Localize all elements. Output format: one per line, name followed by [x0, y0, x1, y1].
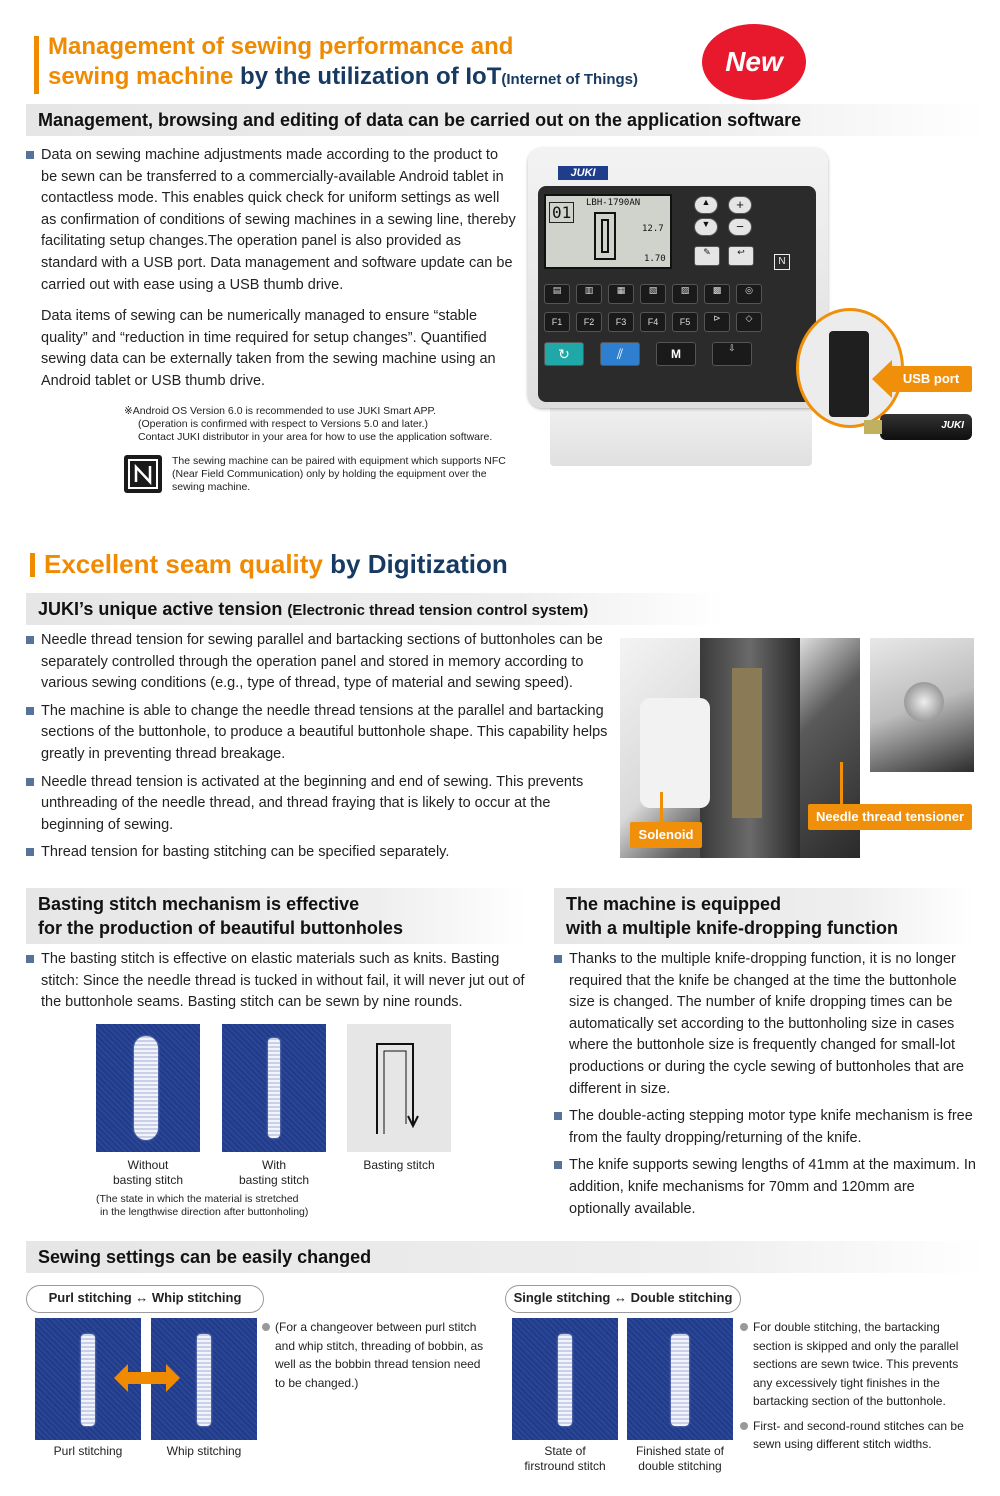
without-basting-photo — [96, 1024, 200, 1152]
panel-brand: JUKI — [558, 166, 608, 180]
panel-winder-button[interactable]: ⇩ — [712, 342, 752, 366]
iot-title-rest: by the utilization of IoT — [233, 63, 502, 90]
basting-stretch-note — [96, 1193, 356, 1219]
lcd-pattern-no: 01 — [549, 202, 574, 223]
panel-counter-key[interactable]: ⊳ — [704, 312, 730, 332]
seam-bullets — [26, 630, 612, 864]
knife-head-1: The machine is equipped — [566, 894, 782, 914]
panel-nfc-mark: N — [774, 254, 790, 270]
caption-double-2: double stitching — [638, 1459, 722, 1473]
basting-body — [26, 949, 526, 1014]
caption-without-basting-2: basting stitch — [112, 1173, 184, 1187]
seam-subhead-paren: (Electronic thread tension control system) — [287, 602, 589, 619]
caption-basting-stitch: Basting stitch — [363, 1158, 435, 1172]
double-stitching-photo — [627, 1318, 733, 1440]
knife-head-2: with a multiple knife-dropping function — [566, 918, 898, 938]
panel-mode-key-5[interactable]: ▨ — [672, 284, 698, 304]
panel-m-button[interactable]: M — [656, 342, 696, 366]
nfc-note: The sewing machine can be paired with equipment which supports NFC (Near Field Communication) only by holding the equipment over the sewing machine. — [172, 455, 506, 493]
caption-double — [620, 1444, 740, 1474]
seam-title-rest: by Digitization — [322, 549, 508, 579]
caption-with-basting — [216, 1158, 332, 1188]
basting-note-2: in the lengthwise direction after buttonholing) — [100, 1206, 309, 1218]
panel-face — [538, 186, 816, 402]
solenoid-label: Solenoid — [630, 822, 702, 848]
panel-mode-key-1[interactable]: ▤ — [544, 284, 570, 304]
purl-whip-note: (For a changeover between purl stitch and whip stitch, threading of bobbin, as well as the bobbin thread tension need to be changed.) — [262, 1318, 492, 1392]
basting-head-2: for the production of beautiful buttonholes — [38, 918, 403, 938]
iot-note-3: Contact JUKI distributor in your area for how to use the application software. — [138, 431, 493, 443]
first-round-stitch-photo — [512, 1318, 618, 1440]
seam-bullet-4: Thread tension for basting stitching can be specified separately. — [26, 842, 612, 864]
nfc-icon — [124, 455, 162, 493]
basting-note-1: (The state in which the material is stretched — [96, 1193, 299, 1205]
double-note-1: For double stitching, the bartacking section is skipped and only the parallel sections are sewn twice. This prevents any excessively tight finishes in the bartacking section of the buttonhole. — [740, 1318, 976, 1411]
purl-whip-pill: Purl stitching ↔ Whip stitching — [26, 1285, 264, 1313]
panel-count-key[interactable]: ◇ — [736, 312, 762, 332]
panel-ready-button[interactable]: ↻ — [544, 342, 584, 366]
usb-callout-arrow — [872, 360, 892, 398]
caption-with-basting-2: basting stitch — [238, 1173, 310, 1187]
panel-plus-button[interactable]: + — [728, 196, 752, 214]
seam-subhead-main: JUKI’s unique active tension — [38, 599, 283, 619]
basting-text: The basting stitch is effective on elastic materials such as knits. Basting stitch: Since the needle thread is tucked in without fail, it will never jut out of the buttonhole seams. Basting stitch can be sewn by nine rounds. — [26, 949, 526, 1014]
caption-whip: Whip stitching — [166, 1444, 242, 1458]
usb-thumb-drive — [880, 414, 972, 440]
tensioner-closeup-photo — [870, 638, 974, 772]
seam-title — [44, 549, 744, 579]
section-accent-bar — [34, 36, 39, 94]
knife-subhead — [554, 888, 974, 944]
section-accent-bar-2 — [30, 553, 35, 577]
solenoid-arrow — [660, 792, 663, 822]
panel-up-button[interactable]: ▲ — [694, 196, 718, 214]
panel-down-button[interactable]: ▼ — [694, 218, 718, 236]
iot-title-paren: (Internet of Things) — [501, 71, 639, 88]
panel-f2-key[interactable]: F2 — [576, 312, 602, 332]
knife-bullet-1: Thanks to the multiple knife-dropping function, it is no longer required that the knife be changed at the time the buttonhole size is changed. The number of knife dropping times can be automatically set according to the buttonholing size in cases where the buttonhole size is frequently changed for small-lot productions or during the cycle sewing of buttonholes that are different in size. — [554, 949, 978, 1100]
iot-subhead: Management, browsing and editing of data can be carried out on the application software — [26, 104, 986, 136]
caption-first-round-1: State of — [544, 1444, 586, 1458]
basting-head-1: Basting stitch mechanism is effective — [38, 894, 360, 914]
caption-first-round — [505, 1444, 625, 1474]
iot-title — [48, 32, 728, 95]
seam-bullet-2: The machine is able to change the needle thread tensions at the parallel and bartacking sections of the buttonhole, to produce a beautiful buttonhole shape. This capability helps greatly in preventing thread breakage. — [26, 701, 612, 766]
basting-subhead — [26, 888, 526, 944]
tensioner-label: Needle thread tensioner — [808, 804, 972, 830]
basting-diagram — [347, 1024, 451, 1152]
iot-title-orange: sewing machine — [48, 63, 234, 90]
new-badge-label: New — [725, 46, 783, 77]
panel-f1-key[interactable]: F1 — [544, 312, 570, 332]
caption-without-basting — [90, 1158, 206, 1188]
single-double-pill: Single stitching ↔ Double stitching — [505, 1285, 741, 1313]
double-note-2: First- and second-round stitches can be sewn using different stitch widths. — [740, 1417, 976, 1454]
knife-bullet-2: The double-acting stepping motor type knife mechanism is free from the faulty dropping/returning of the knife. — [554, 1106, 978, 1149]
panel-minus-button[interactable]: − — [728, 218, 752, 236]
usb-brand: JUKI — [941, 420, 964, 431]
panel-f5-key[interactable]: F5 — [672, 312, 698, 332]
tensioner-arrow — [840, 762, 843, 804]
caption-first-round-2: firstround stitch — [524, 1459, 606, 1473]
caption-with-basting-1: With — [262, 1158, 286, 1172]
seam-bullet-3: Needle thread tension is activated at the beginning and end of sewing. This prevents unthreading of the needle thread, and thread fraying that is likely to occur at the beginning of sewing. — [26, 772, 612, 837]
panel-clear-button[interactable]: ⫽ — [600, 342, 640, 366]
caption-double-1: Finished state of — [635, 1444, 725, 1458]
panel-mode-key-4[interactable]: ▧ — [640, 284, 666, 304]
iot-notes — [124, 405, 524, 444]
panel-body — [528, 148, 828, 408]
panel-edit-button[interactable]: ✎ — [694, 246, 720, 266]
operation-panel-image — [528, 148, 828, 466]
purl-whip-arrow-icon — [114, 1364, 180, 1392]
lcd-buttonhole-graphic — [594, 212, 616, 260]
panel-return-button[interactable]: ↩ — [728, 246, 754, 266]
lcd-value-1: 12.7 — [642, 224, 664, 234]
panel-f3-key[interactable]: F3 — [608, 312, 634, 332]
knife-bullet-3: The knife supports sewing lengths of 41mm at the maximum. In addition, knife mechanisms for 70mm and 120mm are optionally available. — [554, 1155, 978, 1220]
settings-subhead: Sewing settings can be easily changed — [26, 1241, 986, 1273]
iot-body — [26, 145, 518, 393]
panel-mode-key-2[interactable]: ▥ — [576, 284, 602, 304]
iot-paragraph-1: Data on sewing machine adjustments made according to the product to be sewn can be transferred to a commercially-available Android tablet in contactless mode. This enables quick check for uniform settings as well as confirmation of conditions of sewing machines in a sewing line, thereby facilitating setup changes.The operation panel is also provided as standard with a USB port. Data management and software update can be carried out with ease using a USB thumb drive. — [26, 145, 518, 296]
usb-port-label: USB port — [890, 366, 972, 392]
caption-without-basting-1: Without — [127, 1158, 169, 1172]
seam-bullet-1: Needle thread tension for sewing parallel and bartacking sections of buttonholes can be separately controlled through the operation panel and stored in memory according to various sewing conditions (e.g., type of thread, type of material and sewing speed). — [26, 630, 612, 695]
seam-subhead — [26, 593, 726, 625]
iot-title-line1: Management of sewing performance and — [48, 33, 514, 60]
new-badge — [702, 24, 806, 100]
iot-note-1: ※Android OS Version 6.0 is recommended to use JUKI Smart APP. — [124, 405, 437, 417]
with-basting-photo — [222, 1024, 326, 1152]
iot-paragraph-2: Data items of sewing can be numerically managed to ensure “stable quality” and “reduction in time required for setup changes”. Quantified sewing data can be externally taken from the sewing machine using an Android tablet or USB thumb drive. — [41, 308, 496, 389]
iot-note-2: (Operation is confirmed with respect to Versions 5.0 and later.) — [138, 418, 429, 430]
caption-purl: Purl stitching — [53, 1444, 123, 1458]
panel-f4-key[interactable]: F4 — [640, 312, 666, 332]
knife-bullets — [554, 949, 978, 1220]
lcd-value-2: 1.70 — [644, 254, 666, 264]
panel-lcd — [544, 194, 672, 269]
panel-mode-key-3[interactable]: ▦ — [608, 284, 634, 304]
panel-mode-key-7[interactable]: ◎ — [736, 284, 762, 304]
double-notes — [740, 1318, 976, 1454]
panel-mode-key-6[interactable]: ▩ — [704, 284, 730, 304]
seam-title-orange: Excellent seam quality — [44, 549, 323, 579]
lcd-model: LBH-1790AN — [586, 198, 641, 208]
